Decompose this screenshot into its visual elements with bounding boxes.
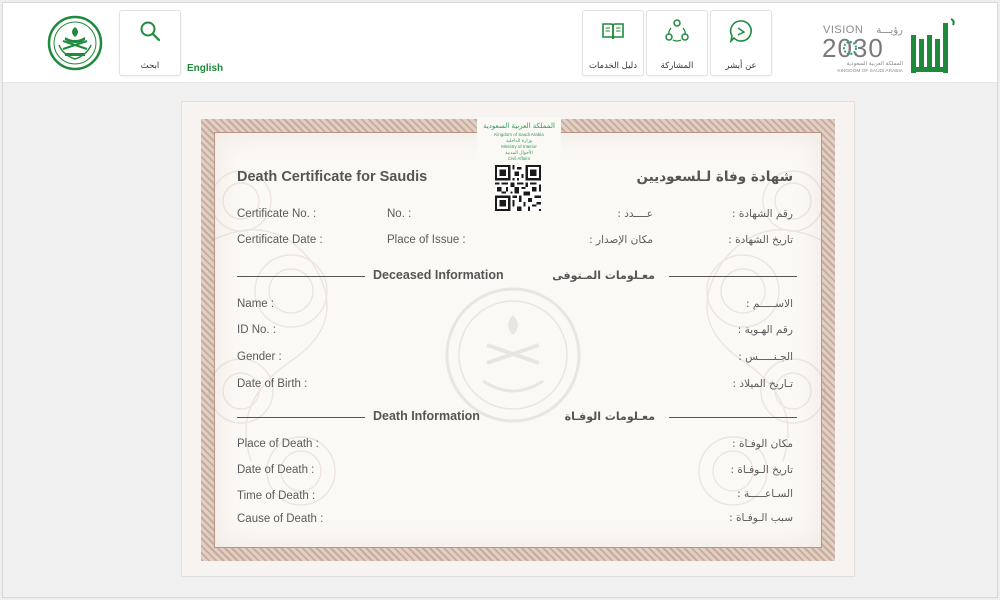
date-of-birth-label-en: Date of Birth : — [237, 378, 308, 390]
deceased-info-title-en: Deceased Information — [373, 268, 504, 282]
place-of-issue-label-ar: مكان الإصدار : — [589, 234, 653, 246]
about-absher-label: عن أبشر — [725, 61, 757, 71]
emblem-line-en-civil: Civil Affairs — [507, 156, 531, 161]
sharing-button[interactable] — [646, 10, 708, 76]
services-guide-label: دليل الخدمات — [588, 61, 638, 71]
app-window — [2, 2, 998, 598]
section-rule-right — [669, 276, 797, 277]
emblem-watermark — [443, 285, 583, 425]
search-button[interactable] — [119, 10, 181, 76]
book-icon — [600, 20, 626, 42]
place-of-death-label-en: Place of Death : — [237, 438, 319, 450]
about-absher-button[interactable] — [710, 10, 772, 76]
certificate-title-en: Death Certificate for Saudis — [237, 169, 428, 185]
deceased-info-title-ar: معـلومات المـتوفى — [552, 269, 655, 282]
qr-code — [495, 165, 541, 211]
english-language-link[interactable]: English — [187, 63, 224, 74]
date-of-death-label-ar: تاريخ الـوفـاة : — [730, 464, 793, 476]
chat-icon — [728, 18, 754, 44]
no-label-en: No. : — [387, 208, 412, 220]
name-label-ar: الاســـــم : — [746, 298, 793, 310]
place-of-issue-label-en: Place of Issue : — [387, 234, 466, 246]
ministry-emblem-logo[interactable] — [47, 15, 103, 71]
cause-of-death-label-en: Cause of Death : — [237, 513, 324, 525]
date-of-birth-label-ar: تـاريخ الميلاد : — [732, 378, 793, 390]
certificate-date-label-en: Certificate Date : — [237, 234, 323, 246]
name-label-en: Name : — [237, 298, 275, 310]
date-of-death-label-en: Date of Death : — [237, 464, 315, 476]
search-label: ابحث — [140, 61, 160, 71]
gender-label-ar: الجـنـــــس : — [738, 351, 793, 363]
share-icon — [664, 18, 690, 44]
swirl-watermark-left — [201, 141, 411, 541]
section-rule-right — [669, 417, 797, 418]
death-info-title-en: Death Information — [373, 409, 480, 423]
emblem-line-en-ministry: Ministry of Interior — [501, 144, 537, 149]
death-info-title-ar: معـلومات الوفـاة — [564, 410, 655, 423]
section-rule-left — [237, 417, 365, 418]
certificate-title-ar: شهادة وفاة لـلسعوديين — [636, 169, 793, 185]
vision-ar: رؤيـــة — [876, 25, 903, 36]
vision-sub-ar: المملكة العربية السعودية — [846, 61, 903, 67]
id-no-label-en: ID No. : — [237, 324, 276, 336]
ministry-header-emblem — [477, 117, 561, 163]
services-guide-button[interactable] — [582, 10, 644, 76]
emblem-line-ar-ministry: وزارة الداخلية — [506, 139, 532, 144]
time-of-death-label-en: Time of Death : — [237, 490, 316, 502]
absher-logo[interactable] — [907, 15, 957, 77]
top-header — [3, 3, 997, 83]
certificate-no-label-en: Certificate No. : — [237, 208, 317, 220]
gender-label-en: Gender : — [237, 351, 282, 363]
emblem-line-ar-civil: الأحوال المدنية — [505, 151, 533, 156]
no-label-ar: عــــدد : — [617, 208, 653, 220]
search-icon — [138, 19, 162, 43]
vision-year: 2030 — [822, 33, 884, 63]
cause-of-death-label-ar: سبب الـوفـاة : — [729, 512, 793, 524]
emblem-line-en-kingdom: Kingdom of Saudi Arabia — [494, 132, 544, 137]
section-rule-left — [237, 276, 365, 277]
sharing-label: المشاركة — [660, 61, 694, 71]
vision-2030-logo — [821, 19, 905, 75]
swirl-watermark-right — [623, 141, 833, 541]
certificate-date-label-ar: تاريخ الشهادة : — [728, 234, 793, 246]
emblem-line-ar-kingdom: المملكة العربية السعودية — [483, 122, 555, 130]
place-of-death-label-ar: مكان الوفـاة : — [732, 438, 793, 450]
certificate-no-label-ar: رقم الشهادة : — [732, 208, 793, 220]
id-no-label-ar: رقم الهـوية : — [737, 324, 793, 336]
vision-sub-en: KINGDOM OF SAUDI ARABIA — [837, 69, 903, 74]
time-of-death-label-ar: السـاعـــــة : — [737, 488, 793, 500]
vision-word: VISION — [823, 24, 864, 36]
